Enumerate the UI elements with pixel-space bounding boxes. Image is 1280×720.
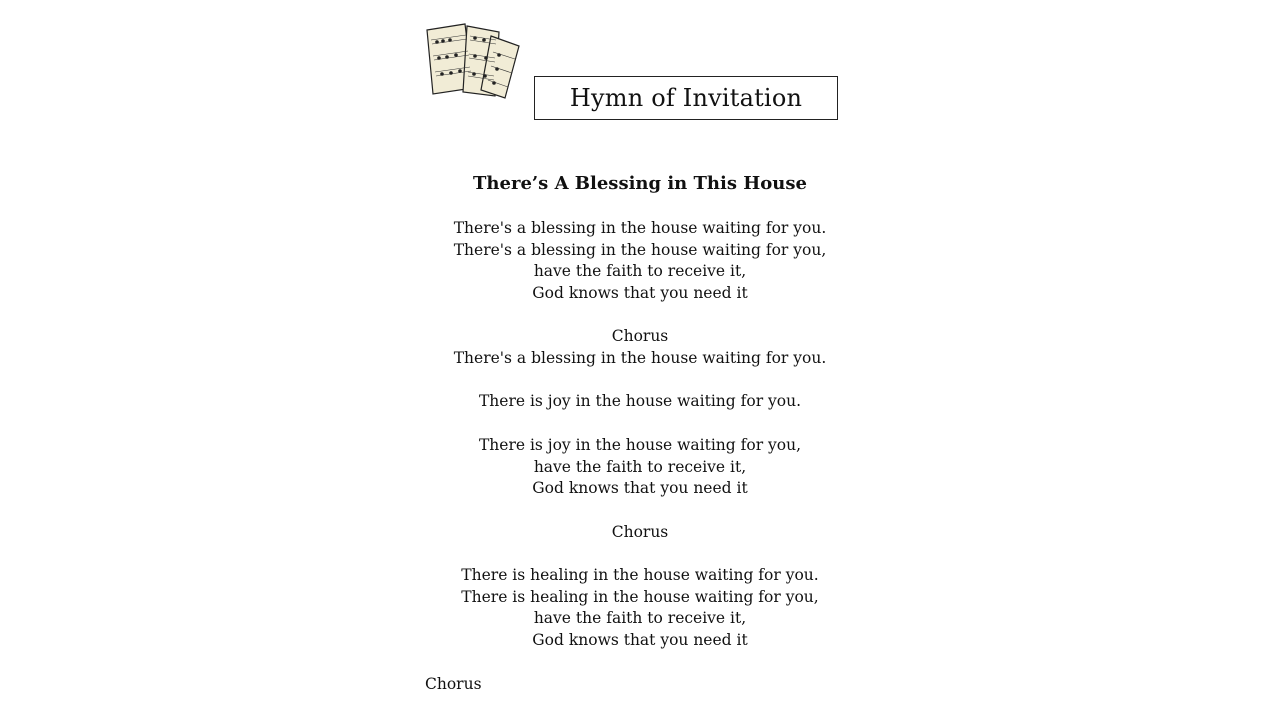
stanza-2 bbox=[340, 326, 940, 369]
final-chorus-label: Chorus bbox=[425, 675, 482, 693]
lyric-line: There is joy in the house waiting for you, bbox=[478, 436, 802, 454]
lyric-line: have the faith to receive it, bbox=[533, 262, 747, 281]
chorus-label: Chorus bbox=[611, 327, 669, 345]
lyric-line: have the faith to receive it, bbox=[533, 609, 747, 628]
lyric-line: There's a blessing in the house waiting for you. bbox=[453, 219, 827, 237]
lyric-line: There's a blessing in the house waiting for you, bbox=[453, 240, 827, 259]
lyric-line: There is healing in the house waiting for you. bbox=[461, 566, 819, 584]
chorus-label: Chorus bbox=[611, 523, 669, 541]
stanza-5 bbox=[340, 522, 940, 544]
section-title: Hymn of Invitation bbox=[534, 76, 838, 120]
stanza-4 bbox=[340, 435, 940, 500]
lyric-line: God knows that you need it bbox=[532, 479, 748, 498]
lyric-line: There is joy in the house waiting for you. bbox=[478, 392, 802, 410]
lyric-line: God knows that you need it bbox=[532, 284, 748, 303]
stanza-3 bbox=[340, 391, 940, 413]
sheet-music-icon bbox=[423, 22, 521, 100]
lyric-line: God knows that you need it bbox=[532, 631, 748, 650]
stanza-6 bbox=[340, 565, 940, 652]
lyric-line: There is healing in the house waiting for you, bbox=[461, 587, 819, 606]
lyric-line: have the faith to receive it, bbox=[533, 457, 747, 476]
stanza-1 bbox=[340, 218, 940, 305]
hymn-title: There’s A Blessing in This House bbox=[473, 173, 807, 194]
lyric-line: There's a blessing in the house waiting for you. bbox=[453, 348, 827, 367]
